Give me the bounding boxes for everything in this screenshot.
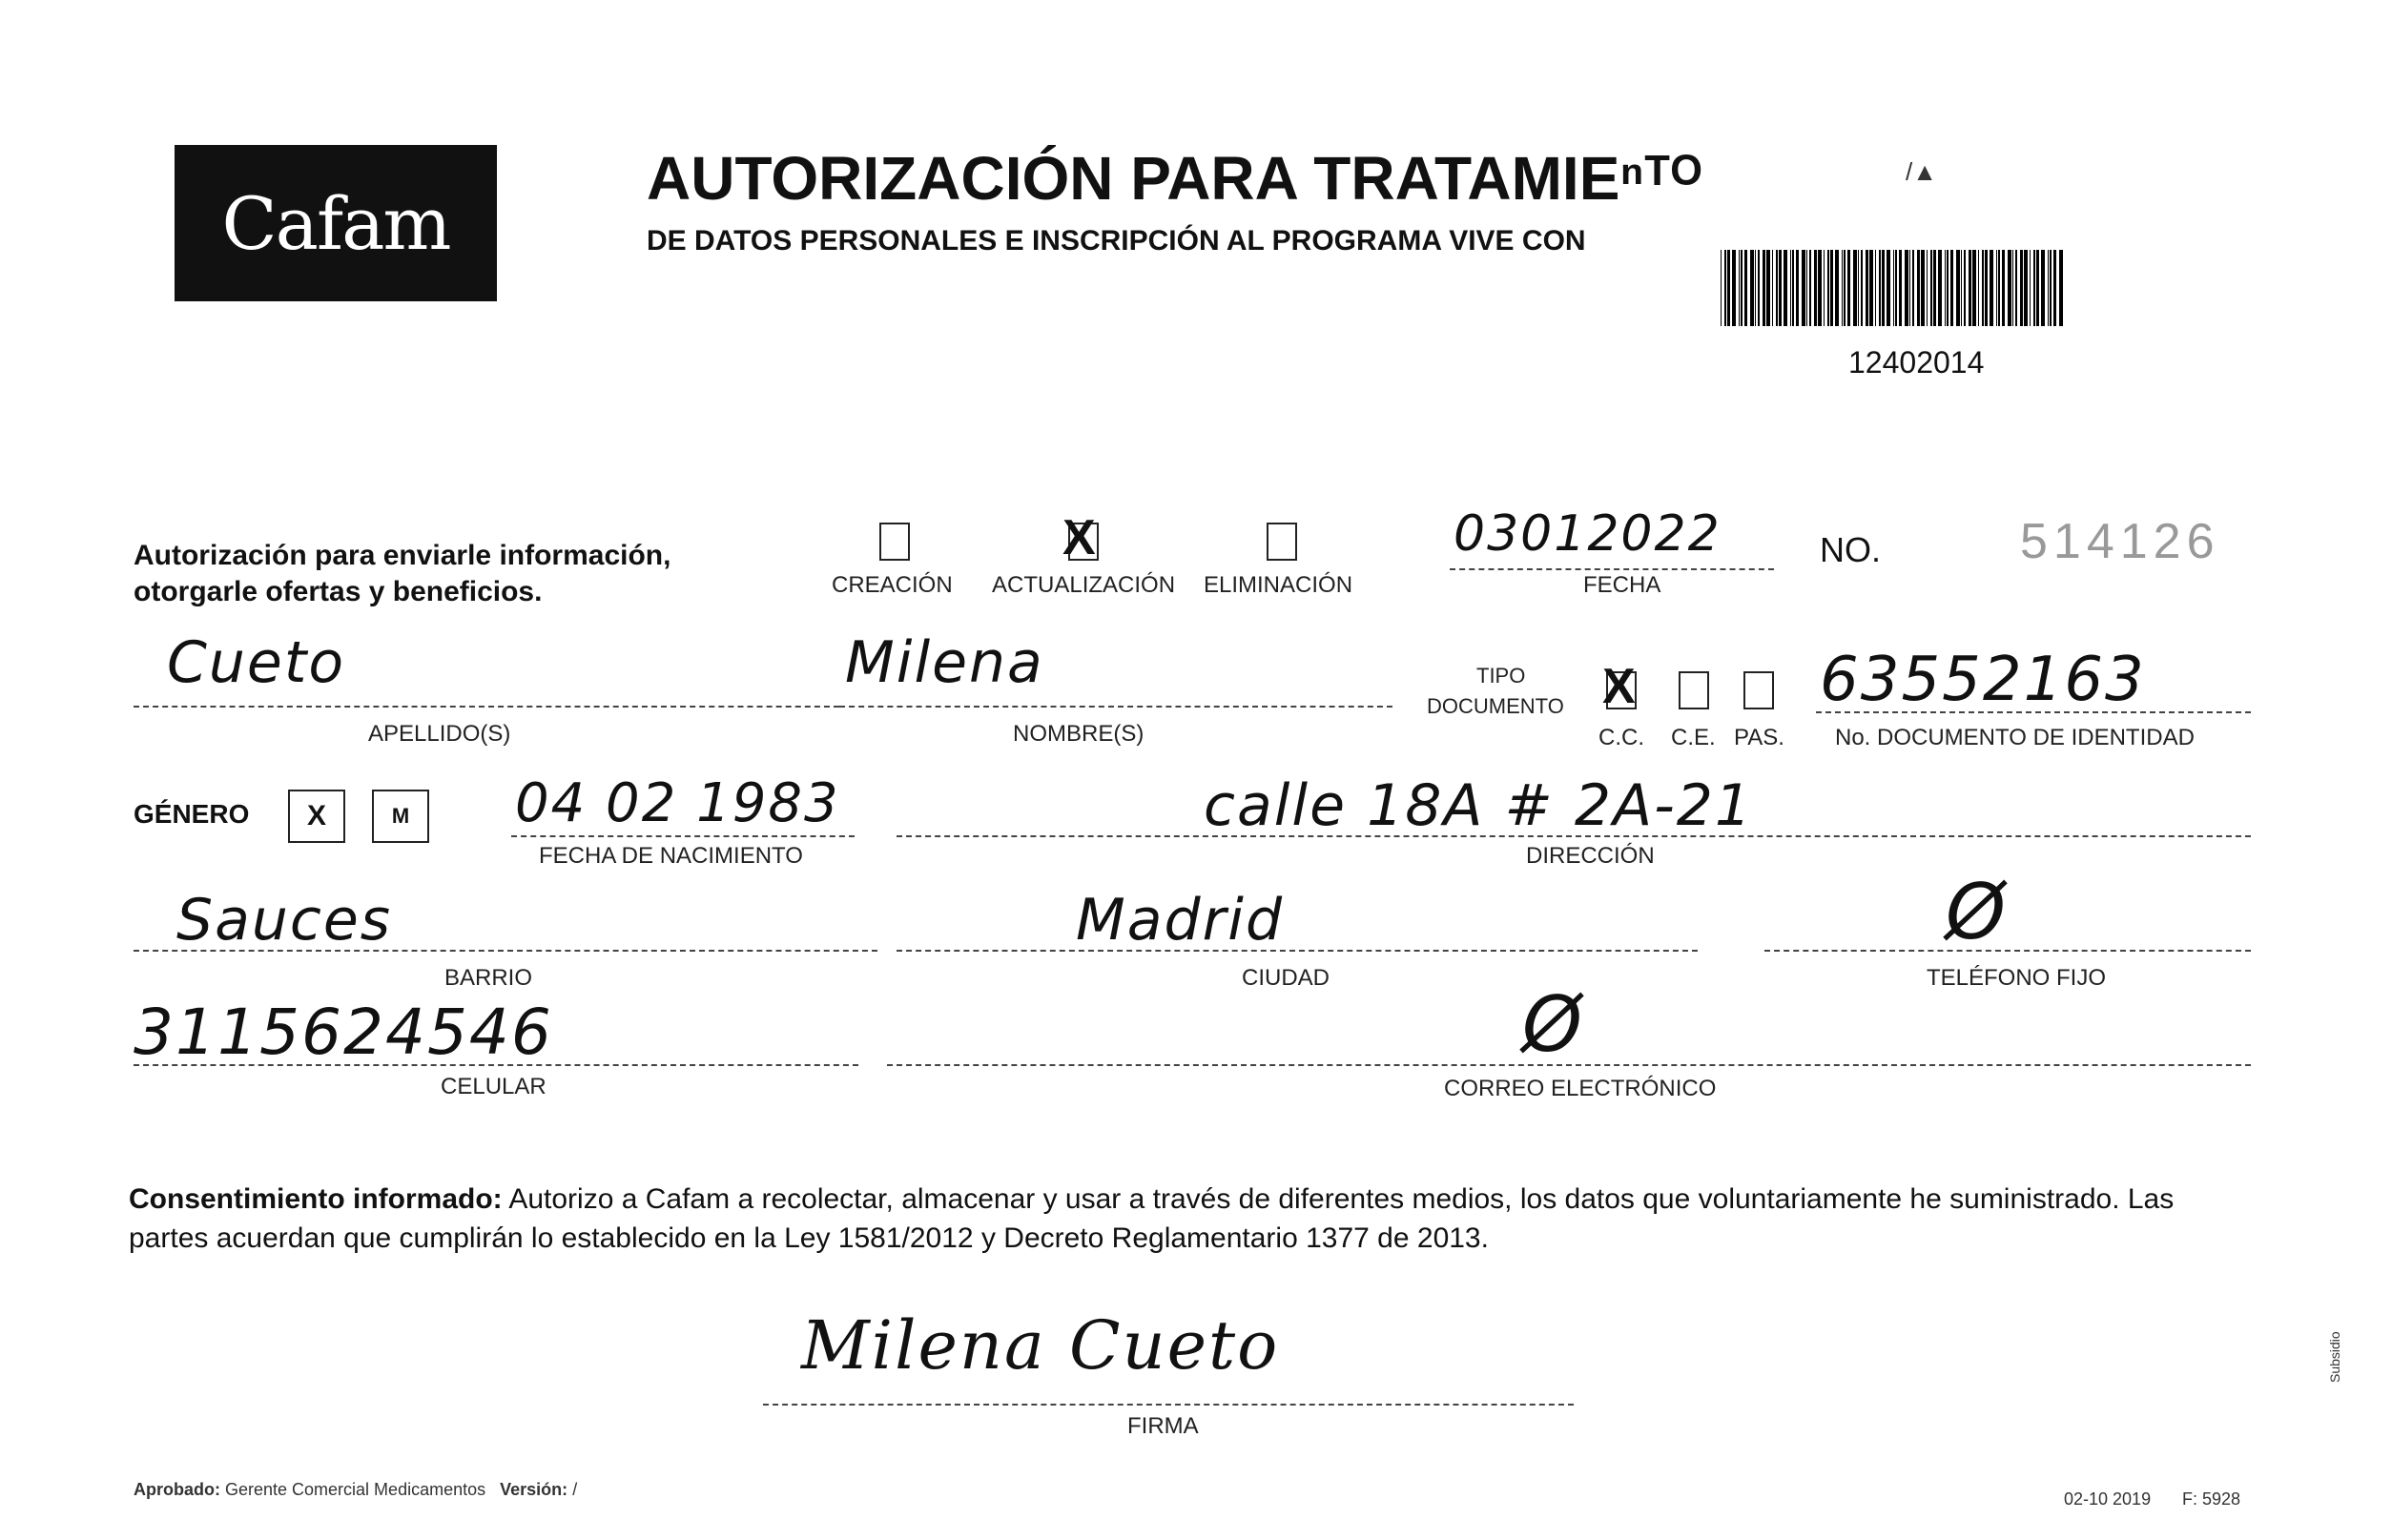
barcode-bar <box>2048 250 2049 326</box>
barcode-bar <box>1972 250 1976 326</box>
ce-checkbox[interactable] <box>1679 671 1709 709</box>
documento-line <box>1816 711 2251 713</box>
barcode-bar <box>1847 250 1850 326</box>
barcode-image <box>1721 250 2070 326</box>
barcode-bar <box>1721 250 1722 326</box>
barcode-bar <box>1978 250 1979 326</box>
barcode-bar <box>1879 250 1881 326</box>
barcode-bar <box>2036 250 2039 326</box>
barcode-bar <box>1990 250 1993 326</box>
signature-line <box>763 1404 1574 1406</box>
genero-f-checkbox[interactable] <box>288 790 345 843</box>
barcode-bar <box>1755 250 1756 326</box>
barcode-bar <box>2008 250 2011 326</box>
direccion-value[interactable]: calle 18A # 2A-21 <box>1204 772 1754 839</box>
barcode-bar <box>1921 250 1925 326</box>
barcode-bar <box>2024 250 2028 326</box>
barcode-bar <box>1809 250 1811 326</box>
celular-value[interactable]: 3115624546 <box>134 996 553 1069</box>
cc-label: C.C. <box>1598 725 1644 750</box>
fecha-line <box>1450 568 1774 570</box>
signature-label: FIRMA <box>1127 1413 1199 1439</box>
barcode-bar <box>1945 250 1946 326</box>
barcode-bar <box>1938 250 1942 326</box>
barcode-bar <box>1792 250 1794 326</box>
barcode-bar <box>1869 250 1873 326</box>
barcode-bar <box>1964 250 1966 326</box>
barcode-bar <box>1741 250 1742 326</box>
barcode-bar <box>1779 250 1782 326</box>
barcode-bar <box>1853 250 1857 326</box>
cafam-logo <box>175 145 497 301</box>
barcode-bar <box>2041 250 2045 326</box>
barcode-bar <box>1985 250 1988 326</box>
barcode-bar <box>1758 250 1760 326</box>
barcode-bar <box>1744 250 1747 326</box>
barcode-bar <box>1750 250 1754 326</box>
genero-f-mark: X <box>306 800 326 832</box>
barcode-bar <box>1899 250 1902 326</box>
fecha-value[interactable]: 03012022 <box>1454 505 1722 563</box>
creacion-checkbox[interactable] <box>879 523 910 561</box>
barcode-bar <box>1909 250 1910 326</box>
barcode-bar <box>1724 250 1726 326</box>
version-label: Versión: <box>500 1480 568 1499</box>
genero-label: GÉNERO <box>134 799 250 829</box>
barcode-bar <box>1814 250 1817 326</box>
barcode-bar <box>1772 250 1773 326</box>
barcode-bar <box>1739 250 1740 326</box>
actualizacion-check-mark: X <box>1062 510 1096 565</box>
barcode-bar <box>2059 250 2063 326</box>
barcode-bar <box>1933 250 1936 326</box>
barcode-bar <box>2053 250 2056 326</box>
telefono-label: TELÉFONO FIJO <box>1927 965 2107 991</box>
numero-value: 514126 <box>2020 514 2220 569</box>
side-text: Subsidio <box>2327 1331 2342 1383</box>
barcode-bar <box>2033 250 2035 326</box>
barrio-value[interactable]: Sauces <box>176 887 393 954</box>
ciudad-line <box>897 950 1698 952</box>
creacion-label: CREACIÓN <box>832 572 953 598</box>
barrio-label: BARRIO <box>444 965 533 991</box>
barcode-bar <box>1882 250 1885 326</box>
barcode-bar <box>1866 250 1868 326</box>
barcode-bar <box>2012 250 2013 326</box>
barcode-bar <box>2002 250 2005 326</box>
genero-m-label: M <box>391 804 410 828</box>
barcode-bar <box>1824 250 1825 326</box>
barcode-bar <box>1950 250 1953 326</box>
barcode-bar <box>1830 250 1833 326</box>
tipo-label-2: DOCUMENTO <box>1427 694 1564 718</box>
barcode-bar <box>1895 250 1897 326</box>
pas-checkbox[interactable] <box>1743 671 1774 709</box>
barcode-bar <box>2030 250 2031 326</box>
fecha-label: FECHA <box>1583 572 1661 598</box>
form-title: AUTORIZACIÓN PARA TRATAMIEⁿᵀᴼ <box>647 144 1702 213</box>
barcode-bar <box>1961 250 1962 326</box>
form-code: F: 5928 <box>2182 1489 2241 1509</box>
correo-label: CORREO ELECTRÓNICO <box>1444 1076 1717 1101</box>
date-code: 02-10 2019 <box>2064 1489 2152 1509</box>
barcode-bar <box>1956 250 1960 326</box>
nombre-line <box>839 706 1392 708</box>
barcode-bar <box>1947 250 1949 326</box>
version-value: / <box>572 1480 578 1499</box>
form-subtitle: DE DATOS PERSONALES E INSCRIPCIÓN AL PROGRAMA VIVE CON <box>647 225 1586 257</box>
barcode-bar <box>1969 250 1971 326</box>
barcode-bar <box>2015 250 2017 326</box>
nombre-value[interactable]: Milena <box>845 629 1044 696</box>
barcode-bar <box>1806 250 1807 326</box>
barcode-bar <box>1732 250 1736 326</box>
barcode-bar <box>1818 250 1822 326</box>
consent-text: Autorizo a Cafam a recolectar, almacenar y usar a través de diferentes medios, los datos que voluntariamente he suministrado. Las partes acuerdan que cumplirán lo establecido en la Ley 1581/2012 y Decreto Reglamentario 1377 de 2013. <box>129 1183 2175 1254</box>
actualizacion-label: ACTUALIZACIÓN <box>992 572 1176 598</box>
nacimiento-line <box>511 835 855 837</box>
logo-text: Cafam <box>221 180 450 266</box>
barcode-bar <box>1844 250 1846 326</box>
nombre-label: NOMBRE(S) <box>1013 721 1144 747</box>
telefono-line <box>1764 950 2251 952</box>
pas-label: PAS. <box>1734 725 1784 750</box>
cc-check-mark: X <box>1602 659 1636 714</box>
barcode-bar <box>1905 250 1908 326</box>
apellido-label: APELLIDO(S) <box>368 721 511 747</box>
correo-value[interactable]: Ø <box>1522 980 1584 1069</box>
genero-m-checkbox[interactable] <box>372 790 429 843</box>
consent-paragraph <box>129 1181 2246 1258</box>
barcode-bar <box>1790 250 1791 326</box>
barcode-bar <box>1861 250 1863 326</box>
direccion-line <box>897 835 2251 837</box>
barcode-bar <box>1835 250 1839 326</box>
barcode-number: 12402014 <box>1848 345 1985 380</box>
ciudad-value[interactable]: Madrid <box>1076 887 1285 954</box>
barcode-bar <box>1875 250 1876 326</box>
telefono-value[interactable]: Ø <box>1946 868 2008 956</box>
consent-heading: Consentimiento informado: <box>129 1183 503 1215</box>
barcode-bar <box>1927 250 1928 326</box>
corner-mark: /▲ <box>1906 157 1937 186</box>
barcode-bar <box>1763 250 1765 326</box>
barcode-bar <box>1893 250 1894 326</box>
barrio-line <box>134 950 877 952</box>
barcode-bar <box>1796 250 1799 326</box>
barcode-bar <box>1842 250 1843 326</box>
barcode-bar <box>1766 250 1770 326</box>
ciudad-label: CIUDAD <box>1242 965 1330 991</box>
barcode-bar <box>1827 250 1829 326</box>
nacimiento-value[interactable]: 04 02 1983 <box>515 772 840 834</box>
aprobado-block <box>134 1480 577 1500</box>
authorization-text-2: otorgarle ofertas y beneficios. <box>134 576 543 607</box>
barcode-bar <box>2020 250 2023 326</box>
signature-value[interactable]: Milena Cueto <box>801 1306 1280 1385</box>
barcode-bar <box>1996 250 1997 326</box>
direccion-label: DIRECCIÓN <box>1526 843 1655 869</box>
numero-label: NO. <box>1820 530 1882 569</box>
celular-label: CELULAR <box>441 1074 546 1099</box>
barcode-bar <box>1858 250 1859 326</box>
barcode-bar <box>1887 250 1890 326</box>
celular-line <box>134 1064 858 1066</box>
aprobado-value: Gerente Comercial Medicamentos <box>225 1480 486 1499</box>
eliminacion-checkbox[interactable] <box>1267 523 1297 561</box>
barcode-bar <box>1998 250 2000 326</box>
aprobado-label: Aprobado: <box>134 1480 220 1499</box>
correo-line <box>887 1064 2251 1066</box>
tipo-label-1: TIPO <box>1476 664 1526 688</box>
authorization-text-1: Autorización para enviarle información, <box>134 540 671 571</box>
barcode-bar <box>1912 250 1914 326</box>
barcode-bar <box>2050 250 2052 326</box>
barcode-bar <box>1982 250 1984 326</box>
documento-label: No. DOCUMENTO DE IDENTIDAD <box>1835 725 2195 750</box>
barcode-bar <box>1930 250 1932 326</box>
nacimiento-label: FECHA DE NACIMIENTO <box>539 843 803 869</box>
barcode-bar <box>1784 250 1787 326</box>
apellido-line <box>134 706 839 708</box>
ce-label: C.E. <box>1671 725 1716 750</box>
barcode-bar <box>1727 250 1730 326</box>
barcode-bar <box>1917 250 1920 326</box>
apellido-value[interactable]: Cueto <box>167 629 346 696</box>
documento-value[interactable]: 63552163 <box>1820 645 2146 715</box>
eliminacion-label: ELIMINACIÓN <box>1204 572 1353 598</box>
barcode-bar <box>1802 250 1805 326</box>
barcode-bar <box>1776 250 1778 326</box>
